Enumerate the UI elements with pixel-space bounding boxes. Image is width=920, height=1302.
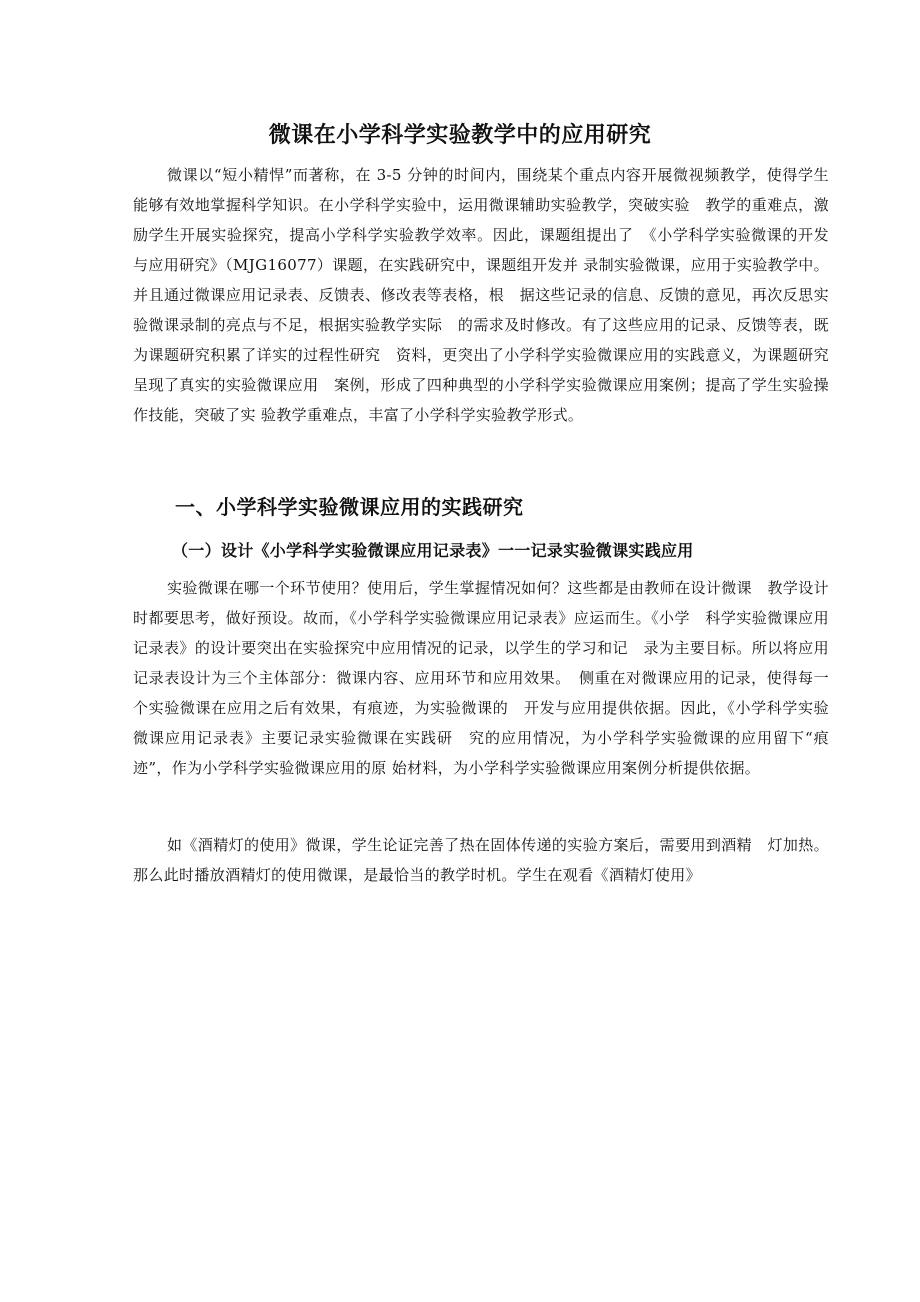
body-paragraph: 实验微课在哪一个环节使用？使用后，学生掌握情况如何？这些都是由教师在设计微课 教学设计时都要思考，做好预设。故而，《小学科学实验微课应用记录表》应运而生。《小学 科学实验微课应用记录表》的设计要突出在实验探究中应用情况的记录，以学生的学习和记 录为主要目标。所以将应用记录表设计为三个主体部分：微课内容、应用环节和应用效果。 侧重在对微课应用的记录，使得每一个实验微课在应用之后有效果，有痕迹，为实验微课的 开发与应用提供依据。因此，《小学科学实验微课应用记录表》主要记录实验微课在实践研 究的应用情况，为小学科学实验微课的应用留下“痕迹”，作为小学科学实验微课应用的原 始材料，为小学科学实验微课应用案例分析提供依据。 bbox=[133, 579, 829, 777]
document-title: 微课在小学科学实验教学中的应用研究 bbox=[268, 123, 652, 148]
subsection-heading: （一）设计《小学科学实验微课应用记录表》一一记录实验微课实践应用 bbox=[172, 541, 694, 560]
section-heading: 一、小学科学实验微课应用的实践研究 bbox=[175, 495, 524, 519]
body-paragraph: 如《酒精灯的使用》微课，学生论证完善了热在固体传递的实验方案后，需要用到酒精 灯加热。那么此时播放酒精灯的使用微课，是最恰当的教学时机。学生在观看《酒精灯使用》 bbox=[133, 836, 829, 884]
intro-paragraph: 微课以“短小精悍”而著称，在 3-5 分钟的时间内，围绕某个重点内容开展微视频教学，使得学生能够有效地掌握科学知识。在小学科学实验中，运用微课辅助实验教学，突破实验 教学的重难点，激励学生开展实验探究，提高小学科学实验教学效率。因此，课题组提出了 《小学科学实验微课的开发与应用研究》（MJG16077）课题，在实践研究中，课题组开发并 录制实验微课，应用于实验教学中。并且通过微课应用记录表、反馈表、修改表等表格，根 据这些记录的信息、反馈的意见，再次反思实验微课录制的亮点与不足，根据实验教学实际 的需求及时修改。有了这些应用的记录、反馈等表，既为课题研究积累了详实的过程性研究 资料，更突出了小学科学实验微课应用的实践意义，为课题研究呈现了真实的实验微课应用 案例，形成了四种典型的小学科学实验微课应用案例；提高了学生实验操作技能，突破了实 验教学重难点，丰富了小学科学实验教学形式。 bbox=[133, 166, 829, 424]
